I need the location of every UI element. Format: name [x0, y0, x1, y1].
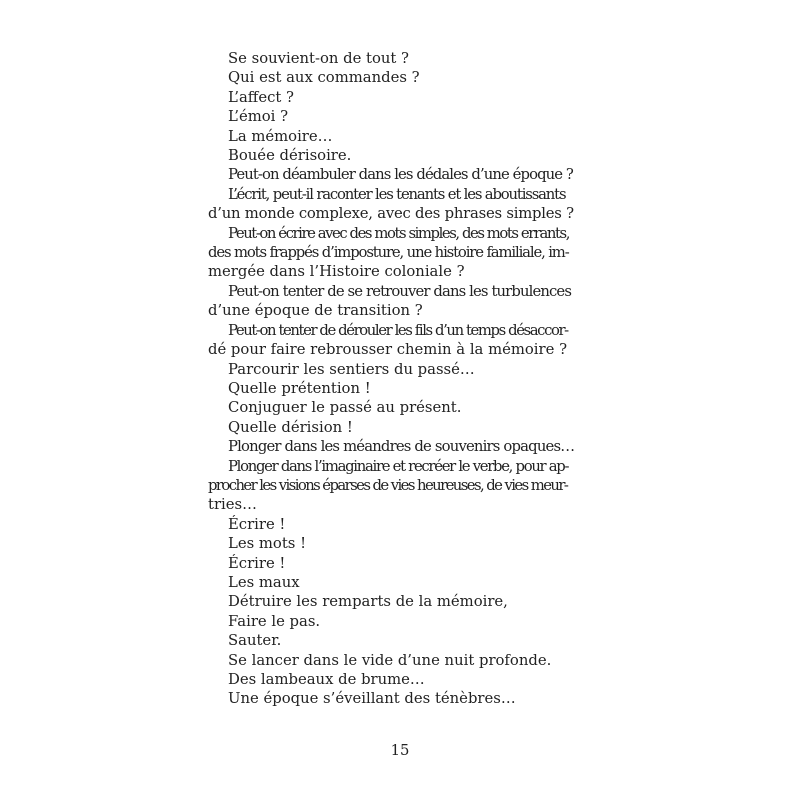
text-line: Plonger dans l’imaginaire et recréer le verbe, pour ap-: [228, 457, 569, 475]
text-line: procher les visions éparses de vies heureuses, de vies meur-: [208, 476, 568, 494]
text-line: Plonger dans les méandres de souvenirs opaques…: [228, 438, 575, 456]
text-line: Sauter.: [228, 632, 282, 650]
text-line: Conjuguer le passé au présent.: [228, 399, 462, 417]
text-line: Écrire !: [228, 554, 286, 572]
text-line: Parcourir les sentiers du passé…: [228, 360, 475, 378]
text-line: Peut-on écrire avec des mots simples, des mots errants,: [228, 224, 570, 242]
text-line: Détruire les remparts de la mémoire,: [228, 593, 508, 611]
text-line: La mémoire…: [228, 127, 333, 145]
text-line: L’émoi ?: [228, 108, 289, 126]
page-number: 15: [390, 742, 410, 759]
text-line: Peut-on tenter de se retrouver dans les turbulences: [228, 282, 572, 300]
text-line: L’affect ?: [228, 88, 294, 106]
text-line: L’écrit, peut-il raconter les tenants et les aboutissants: [228, 185, 566, 203]
text-line: Se souvient-on de tout ?: [228, 50, 409, 67]
text-line: Écrire !: [228, 515, 286, 533]
text-line: Quelle dérision !: [228, 418, 353, 436]
text-line: Faire le pas.: [228, 612, 321, 630]
text-line: Peut-on tenter de dérouler les fils d’un temps désaccor-: [228, 321, 568, 339]
body-text: [208, 49, 575, 709]
text-line: mergée dans l’Histoire coloniale ?: [208, 263, 465, 281]
text-line: dé pour faire rebrousser chemin à la mémoire ?: [208, 341, 567, 359]
text-line: Peut-on déambuler dans les dédales d’une époque ?: [228, 166, 573, 184]
text-line: tries…: [208, 496, 257, 514]
text-line: Quelle prétention !: [228, 379, 371, 397]
text-line: Bouée dérisoire.: [228, 147, 352, 165]
text-line: Les maux: [228, 573, 300, 591]
text-line: d’un monde complexe, avec des phrases simples ?: [208, 205, 574, 223]
text-line: Une époque s’éveillant des ténèbres…: [228, 690, 516, 708]
text-line: Se lancer dans le vide d’une nuit profonde.: [228, 651, 552, 669]
text-line: Des lambeaux de brume…: [228, 671, 425, 688]
text-line: Les mots !: [228, 535, 307, 553]
text-line: Qui est aux commandes ?: [228, 69, 420, 87]
text-line: d’une époque de transition ?: [208, 302, 423, 320]
text-line: des mots frappés d’imposture, une histoire familiale, im-: [208, 244, 569, 262]
